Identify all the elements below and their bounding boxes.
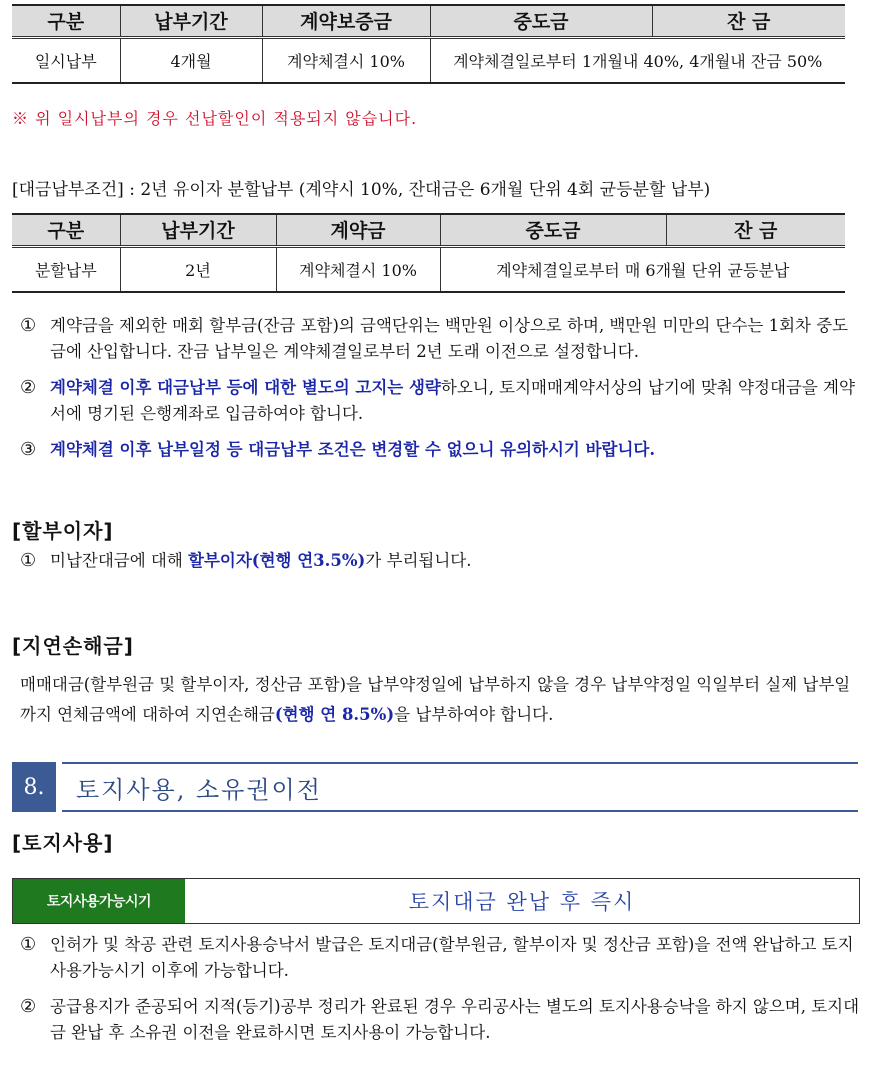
table-header: 중도금 [430,5,652,37]
land-use-heading: [토지사용] [12,831,114,855]
interest-list [20,548,862,584]
list-item [20,313,862,365]
item-text-pre: 미납잔대금에 대해 [50,551,189,570]
item-number: ① [20,934,37,955]
table-header: 납부기간 [120,214,276,246]
section-divider [62,762,858,764]
item-number: ① [20,315,37,336]
table-row [12,37,845,83]
table-header: 납부기간 [120,5,262,37]
table-cell: 계약체결일로부터 1개월내 40%, 4개월내 잔금 50% [430,37,845,83]
land-use-notes-list [20,932,862,1056]
item-text-post: 가 부리됩니다. [365,551,472,570]
list-item [20,375,862,427]
interest-heading: [할부이자] [12,519,114,543]
late-fee-text-post: 을 납부하여야 합니다. [394,705,554,724]
list-item [20,994,862,1046]
table-header: 구분 [12,5,120,37]
table-header: 계약보증금 [262,5,430,37]
table-cell: 일시납부 [12,37,120,83]
table-header-row [12,214,845,246]
list-item [20,932,862,984]
late-fee-heading: [지연손해금] [12,634,134,658]
interest-rate: 할부이자(현행 연3.5%) [188,551,366,570]
installment-payment-table [12,213,845,293]
table-header: 계약금 [276,214,440,246]
table-cell: 계약체결일로부터 매 6개월 단위 균등분납 [440,246,845,292]
section-divider [62,810,858,812]
table-header: 중도금 [440,214,666,246]
table-cell: 분할납부 [12,246,120,292]
table-row [12,246,845,292]
payment-condition: [대금납부조건] : 2년 유이자 분할납부 (계약시 10%, 잔대금은 6개월 단위 4회 균등분할 납부) [12,180,711,200]
table-header: 구분 [12,214,120,246]
emphasis-text: 계약체결 이후 납부일정 등 대금납부 조건은 변경할 수 없으니 유의하시기 바랍니다. [50,440,656,459]
land-use-value: 토지대금 완납 후 즉시 [408,890,636,914]
item-text: 인허가 및 착공 관련 토지사용승낙서 발급은 토지대금(할부원금, 할부이자 및 정산금 포함)을 전액 완납하고 토지사용가능시기 이후에 가능합니다. [50,935,854,980]
lump-sum-payment-table [12,4,845,84]
item-text: 공급용지가 준공되어 지적(등기)공부 정리가 완료된 경우 우리공사는 별도의 토지사용승낙을 하지 않으며, 토지대금 완납 후 소유권 이전을 완료하시면 토지사용이 가능합니다. [50,997,860,1042]
item-text [50,548,862,574]
land-use-label: 토지사용가능시기 [13,879,185,923]
list-item [20,437,862,463]
section-title: 토지사용, 소유권이전 [76,776,322,804]
table-header: 잔 금 [666,214,845,246]
section-8-header [12,762,858,812]
late-fee-paragraph [20,670,862,730]
item-text-rest: 하오니, 토지매매계약서상의 납기에 맞춰 약정대금을 계약서에 명기된 은행계좌로 입금하여야 합니다. [50,378,855,423]
item-text [50,375,862,427]
list-item [20,548,862,574]
emphasis-text: 계약체결 이후 대금납부 등에 대한 별도의 고지는 생략 [50,378,441,397]
item-number: ② [20,996,37,1017]
table-cell: 계약체결시 10% [262,37,430,83]
payment-notes-list [20,313,862,473]
table-header-row [12,5,845,37]
table-cell: 2년 [120,246,276,292]
late-fee-rate: (현행 연 8.5%) [274,705,395,724]
item-number: ③ [20,439,37,460]
lump-sum-discount-note: ※ 위 일시납부의 경우 선납할인이 적용되지 않습니다. [12,109,418,128]
land-use-availability-box [12,878,860,924]
section-number: 8. [12,762,56,812]
item-text: 계약금을 제외한 매회 할부금(잔금 포함)의 금액단위는 백만원 이상으로 하며, 백만원 미만의 단수는 1회차 중도금에 산입합니다. 잔금 납부일은 계약체결일로부터 2년 도래 이전으로 설정합니다. [50,316,849,361]
item-number: ① [20,550,37,571]
table-cell: 계약체결시 10% [276,246,440,292]
late-fee-text: 매매대금(할부원금 및 할부이자, 정산금 포함)을 납부약정일에 납부하지 않을 경우 납부약정일 익일부터 실제 납부일까지 연체금액에 대하여 지연손해금 [20,675,851,724]
table-cell: 4개월 [120,37,262,83]
item-number: ② [20,377,37,398]
table-header: 잔 금 [652,5,845,37]
